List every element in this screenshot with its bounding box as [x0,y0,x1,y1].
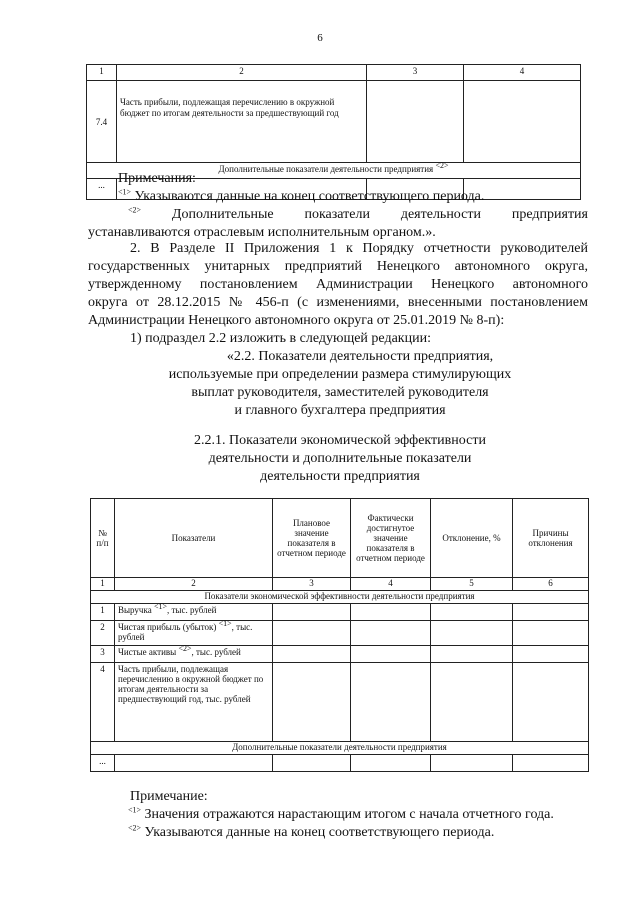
col-number: 1 [91,578,115,591]
empty-cell [513,755,589,772]
note-2-cont: устанавливаются отраслевым исполнительным органом.». [88,225,436,240]
heading-line: и главного бухгалтера предприятия [234,403,446,418]
footnote-ref: <2> [128,205,142,215]
table-row [87,81,581,163]
empty-cell [273,663,351,742]
empty-cell [431,646,513,663]
empty-cell [513,621,589,646]
row-number: 2 [91,621,115,646]
footnote-ref: <2> [178,644,192,653]
page-number: 6 [317,32,323,44]
empty-cell [351,663,431,742]
para-line: 2. В Разделе II Приложения 1 к Порядку отчетности руководителей [130,241,588,256]
para-line: Администрации Ненецкого автономного округа от 25.01.2019 № 8-п): [88,313,505,328]
indicator-unit: , тыс. рублей [118,622,253,642]
table-row [91,663,589,742]
para-line: утвержденному постановлением Администрации Ненецкого автономного [88,277,588,292]
note-1 [128,806,598,824]
empty-cell [273,621,351,646]
row-indicator: Часть прибыли, подлежащая перечислению в окружной бюджет по итогам деятельности за предшествующий год, тыс. рублей [115,663,273,742]
section-label-text: Дополнительные показатели деятельности предприятия [218,164,434,174]
header-actual: Фактически достигнутое значение показателя в отчетном периоде [351,499,431,578]
empty-cell [431,663,513,742]
row-number: 3 [91,646,115,663]
heading-line: «2.2. Показатели деятельности предприятия, [226,349,494,364]
note-1 [118,188,588,206]
empty-cell [464,81,581,163]
para-line: 1) подраздел 2.2 изложить в следующей редакции: [130,331,431,346]
col-number: 2 [117,65,367,81]
row-indicator [115,604,273,621]
empty-cell [351,604,431,621]
footnote-ref: <1> [218,619,232,628]
efficiency-indicators-table [90,498,589,772]
row-number: ... [91,755,115,772]
empty-cell [351,621,431,646]
table-row [91,621,589,646]
row-number: 7.4 [87,81,117,163]
table-header-row [91,499,589,578]
row-number: 1 [91,604,115,621]
subheading-line: деятельности и дополнительные показатели [208,451,472,466]
row-number: 4 [91,663,115,742]
note-text: Дополнительные показатели деятельности предприятия [141,207,588,222]
para-line: государственных унитарных предприятий Ненецкого автономного округа, [88,259,588,274]
header-reasons: Причины отклонения [513,499,589,578]
col-number: 3 [367,65,464,81]
section-label: Дополнительные показатели деятельности предприятия [91,742,589,755]
footnote-ref: <2> [435,161,449,170]
empty-cell [273,646,351,663]
heading-line: выплат руководителя, заместителей руководителя [191,385,489,400]
empty-cell [367,81,464,163]
row-indicator [115,646,273,663]
section-label: Показатели экономической эффективности деятельности предприятия [91,591,589,604]
section-row [91,742,589,755]
empty-cell [513,604,589,621]
footnote-ref: <1> [128,805,142,815]
empty-cell [513,663,589,742]
subheading-line: деятельности предприятия [260,469,420,484]
col-number: 5 [431,578,513,591]
col-number: 1 [87,65,117,81]
table-header-row [87,65,581,81]
note-text: Указываются данные на конец соответствующего периода. [141,825,495,840]
empty-cell [431,604,513,621]
header-deviation: Отклонение, % [431,499,513,578]
table-row [91,646,589,663]
note-text: Указываются данные на конец соответствующего периода. [131,189,485,204]
heading-line: используемые при определении размера стимулирующих [168,367,512,382]
notes-title: Примечание: [130,789,208,804]
note-text: Значения отражаются нарастающим итогом с начала отчетного года. [141,807,554,822]
empty-cell [431,621,513,646]
indicator-unit: , тыс. рублей [191,647,241,657]
row-indicator: Часть прибыли, подлежащая перечислению в окружной бюджет по итогам деятельности за предшествующий год [117,81,367,163]
empty-cell [431,755,513,772]
para-line: округа от 28.12.2015 № 456-п (с изменениями, внесенными постановлением [88,295,588,310]
table-row [91,755,589,772]
row-indicator [115,621,273,646]
notes-title: Примечания: [118,171,196,186]
empty-cell [351,646,431,663]
header-planned: Плановое значение показателя в отчетном периоде [273,499,351,578]
empty-cell [273,604,351,621]
note-2 [128,206,588,224]
table-row [91,604,589,621]
indicator-text: Чистые активы [118,647,179,657]
note-2 [128,824,598,842]
indicator-text: Выручка [118,605,154,615]
header-indicators: Показатели [115,499,273,578]
col-number: 3 [273,578,351,591]
footnote-ref: <1> [118,187,132,197]
footnote-ref: <2> [128,823,142,833]
header-num: № п/п [91,499,115,578]
indicator-text: Чистая прибыль (убыток) [118,622,219,632]
empty-cell [513,646,589,663]
row-number: ... [87,179,117,200]
empty-cell [351,755,431,772]
col-number: 4 [464,65,581,81]
indicator-unit: , тыс. рублей [166,605,217,615]
subheading-line: 2.2.1. Показатели экономической эффективности [194,433,486,448]
col-number: 4 [351,578,431,591]
col-number: 6 [513,578,589,591]
empty-cell [273,755,351,772]
column-numbers-row [91,578,589,591]
empty-cell [115,755,273,772]
col-number: 2 [115,578,273,591]
footnote-ref: <1> [153,602,167,611]
